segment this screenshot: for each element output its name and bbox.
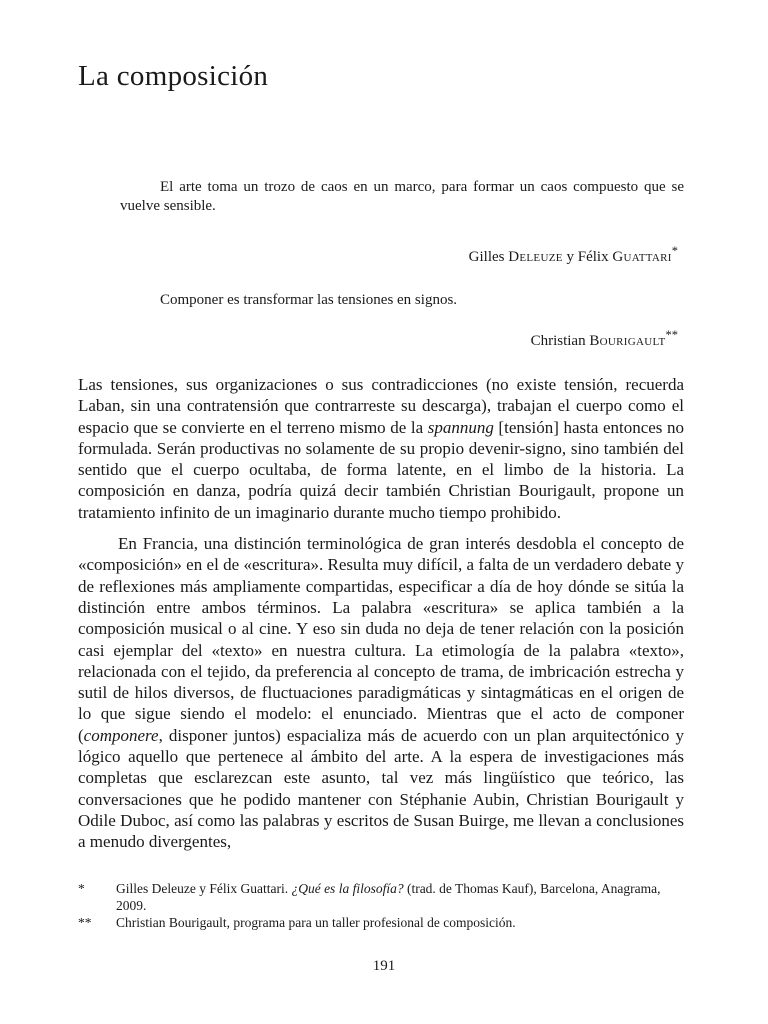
epigraph-2-attribution: Christian Bourigault** (530, 328, 678, 349)
epigraph-1 (120, 178, 684, 216)
note-mark: ** (665, 328, 678, 342)
epigraph-1-quote: El arte toma un trozo de caos en un marco, para formar un caos compuesto que se vuelve sensible. (120, 179, 684, 214)
paragraph: Las tensiones, sus organizaciones o sus contradicciones (no existe tensión, recuerda Laban, sin una contratensión que contrarreste su descarga), trabajan el cuerpo como el espacio que se convierte en el terreno mismo de la spannung [tensión] hasta entonces no formulada. Serán productivas no solamente de su propio devenir-signo, sino también del sentido que el cuerpo ocultaba, de forma latente, en el limbo de la historia. La composición en danza, podría quizá decir también Christian Bourigault, propone un tratamiento infinito de un imaginario durante mucho tiempo prohibido. (78, 375, 684, 522)
epigraph-2 (160, 291, 684, 310)
note-mark: * (671, 244, 678, 258)
epigraph-2-quote: Componer es transformar las tensiones en signos. (160, 292, 458, 308)
footnote: ** Christian Bourigault, programa para un taller profesional de composición. (78, 915, 516, 930)
footnote-mark: ** (78, 915, 92, 930)
body-text (78, 374, 684, 853)
footnotes (78, 880, 684, 931)
footnote: * Gilles Deleuze y Félix Guattari. ¿Qué es la filosofía? (trad. de Thomas Kauf), Barcelona, Anagrama, 2009. (78, 881, 661, 913)
epigraph-1-attribution: Gilles Deleuze y Félix Guattari* (468, 244, 678, 265)
paragraph: En Francia, una distinción terminológica de gran interés desdobla el concepto de «composición» en el de «escritura». Resulta muy difícil, a falta de un verdadero debate y de reflexiones más ampliamente compartidas, especificar a día de hoy dónde se sitúa la distinción entre ambos términos. La palabra «escritura» se aplica también a la composición musical o al cine. Y eso sin duda no deja de tener relación con la posición casi ejemplar del «texto» en nuestra cultura. La etimología de la palabra «texto», relacionada con el tejido, da preferencia al concepto de trama, de imbricación estrecha y sutil de hilos diversos, de fluctuaciones paradigmáticas y sintagmáticas en el origen de lo que sigue siendo el modelo: el enunciado. Mientras que el acto de componer (componere, disponer juntos) espacializa más de acuerdo con un plan arquitectónico y lógico aquello que pertenece al ámbito del arte. A la espera de investigaciones más completas que esclarezcan este asunto, tal vez más lingüístico que teórico, las conversaciones que he podido mantener con Stéphanie Aubin, Christian Bourigault y Odile Duboc, así como las palabras y escritos de Susan Buirge, me llevan a conclusiones a menudo divergentes, (78, 534, 684, 852)
footnote-mark: * (78, 881, 85, 896)
chapter-title: La composición (78, 60, 269, 92)
page-number: 191 (372, 958, 396, 974)
